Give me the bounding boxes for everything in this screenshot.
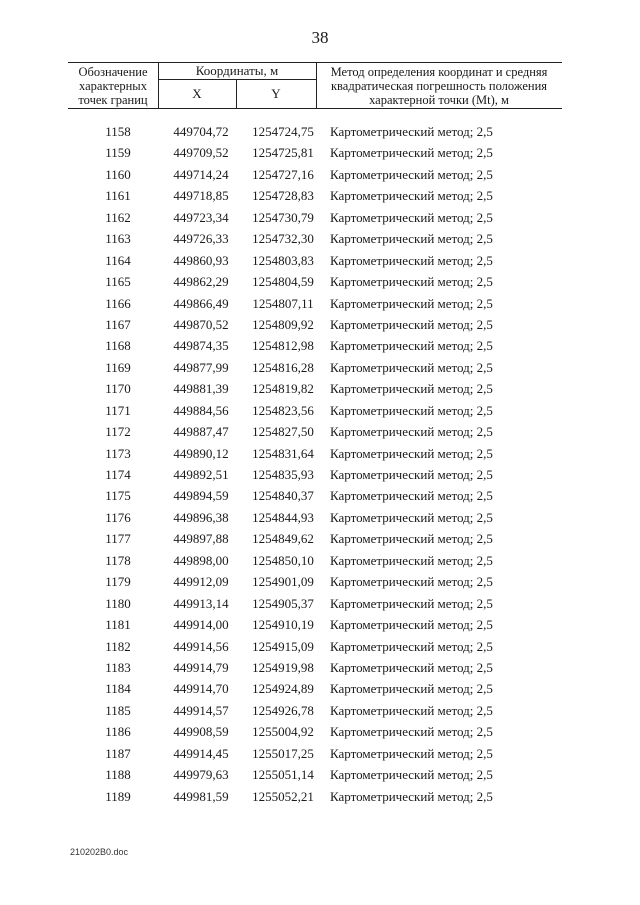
- x-coordinate: 449881,39: [173, 381, 229, 397]
- y-coordinate: 1255052,21: [252, 788, 314, 804]
- x-coordinate: 449704,72: [173, 124, 229, 139]
- point-number: 1175: [105, 488, 131, 504]
- point-number: 1163: [105, 231, 131, 247]
- y-coordinate: 1254849,62: [252, 531, 314, 547]
- point-number: 1168: [105, 338, 131, 354]
- table-row: [68, 764, 562, 785]
- table-row: [68, 786, 562, 807]
- x-coordinate: 449709,52: [173, 145, 229, 161]
- point-number: 1162: [105, 209, 131, 225]
- x-coordinate: 449890,12: [173, 445, 229, 461]
- point-number: 1180: [105, 595, 131, 611]
- table-row: [68, 678, 562, 699]
- point-number: 1171: [105, 402, 131, 418]
- method-text: Картометрический метод; 2,5: [330, 124, 493, 139]
- x-coordinate: 449726,33: [173, 231, 229, 247]
- y-coordinate: 1255004,92: [252, 724, 314, 740]
- table-header: [68, 62, 562, 108]
- point-number: 1166: [105, 295, 131, 311]
- y-coordinate: 1254823,56: [252, 402, 314, 418]
- method-text: Картометрический метод; 2,5: [330, 316, 493, 332]
- table-row: [68, 464, 562, 485]
- y-coordinate: 1254924,89: [252, 681, 314, 697]
- x-coordinate: 449898,00: [173, 552, 229, 568]
- y-coordinate: 1254905,37: [252, 595, 314, 611]
- method-text: Картометрический метод; 2,5: [330, 767, 493, 783]
- x-coordinate: 449979,63: [173, 767, 229, 783]
- table-row: [68, 636, 562, 657]
- method-text: Картометрический метод; 2,5: [330, 681, 493, 697]
- point-number: 1179: [105, 574, 131, 590]
- header-y: Y: [271, 86, 281, 101]
- header-x: X: [192, 86, 202, 101]
- x-coordinate: 449896,38: [173, 509, 229, 525]
- point-number: 1174: [105, 467, 131, 482]
- table-row: [68, 485, 562, 506]
- point-number: 1185: [105, 702, 131, 718]
- x-coordinate: 449913,14: [173, 595, 229, 611]
- y-coordinate: 1254816,28: [252, 359, 314, 375]
- table-row: [68, 550, 562, 571]
- table-row: [68, 528, 562, 549]
- x-coordinate: 449862,29: [173, 274, 229, 290]
- x-coordinate: 449714,24: [173, 166, 229, 182]
- table-row: [68, 121, 562, 142]
- point-number: 1187: [105, 745, 131, 761]
- y-coordinate: 1254804,59: [252, 274, 314, 290]
- method-text: Картометрический метод; 2,5: [330, 617, 493, 633]
- y-coordinate: 1254915,09: [252, 638, 314, 654]
- point-number: 1158: [105, 124, 131, 139]
- point-number: 1184: [105, 681, 131, 697]
- point-number: 1172: [105, 424, 131, 440]
- point-number: 1178: [105, 552, 131, 568]
- table-row: [68, 357, 562, 378]
- y-coordinate: 1254840,37: [252, 488, 314, 504]
- method-text: Картометрический метод; 2,5: [330, 402, 493, 418]
- x-coordinate: 449718,85: [173, 188, 229, 204]
- method-text: Картометрический метод; 2,5: [330, 724, 493, 740]
- y-coordinate: 1254730,79: [252, 209, 314, 225]
- y-coordinate: 1254926,78: [252, 702, 314, 718]
- x-coordinate: 449914,56: [173, 638, 229, 654]
- header-coordinates: Координаты, м: [195, 63, 279, 78]
- y-coordinate: 1254809,92: [252, 316, 314, 332]
- file-name-footer: 210202B0.doc: [70, 847, 129, 857]
- y-coordinate: 1254831,64: [252, 445, 314, 461]
- y-coordinate: 1254844,93: [252, 509, 314, 525]
- table-row: [68, 700, 562, 721]
- x-coordinate: 449914,57: [173, 702, 229, 718]
- method-text: Картометрический метод; 2,5: [330, 145, 493, 161]
- header-bottom-rule: [68, 108, 562, 109]
- point-number: 1177: [105, 531, 131, 547]
- method-text: Картометрический метод; 2,5: [330, 595, 493, 611]
- x-coordinate: 449981,59: [173, 788, 229, 804]
- y-coordinate: 1254835,93: [252, 467, 314, 482]
- method-text: Картометрический метод; 2,5: [330, 188, 493, 204]
- method-text: Картометрический метод; 2,5: [330, 509, 493, 525]
- table-row: [68, 207, 562, 228]
- method-text: Картометрический метод; 2,5: [330, 424, 493, 440]
- point-number: 1160: [105, 166, 131, 182]
- y-coordinate: 1255051,14: [252, 767, 314, 783]
- y-coordinate: 1254910,19: [252, 617, 314, 633]
- y-coordinate: 1254812,98: [252, 338, 314, 354]
- method-text: Картометрический метод; 2,5: [330, 381, 493, 397]
- x-coordinate: 449884,56: [173, 402, 229, 418]
- table-row: [68, 271, 562, 292]
- method-text: Картометрический метод; 2,5: [330, 209, 493, 225]
- header-method: Метод определения координат и средняя квадратическая погрешность положения характерной точки (Мt), м: [330, 65, 548, 107]
- coordinates-table: [68, 121, 562, 807]
- y-coordinate: 1254725,81: [252, 145, 314, 161]
- table-row: [68, 228, 562, 249]
- x-coordinate: 449894,59: [173, 488, 229, 504]
- table-row: [68, 378, 562, 399]
- table-row: [68, 293, 562, 314]
- point-number: 1165: [105, 274, 131, 290]
- y-coordinate: 1254827,50: [252, 424, 314, 440]
- y-coordinate: 1254732,30: [252, 231, 314, 247]
- y-coordinate: 1254807,11: [252, 295, 314, 311]
- y-coordinate: 1254819,82: [252, 381, 314, 397]
- x-coordinate: 449723,34: [173, 209, 229, 225]
- method-text: Картометрический метод; 2,5: [330, 445, 493, 461]
- point-number: 1167: [105, 316, 131, 332]
- method-text: Картометрический метод; 2,5: [330, 702, 493, 718]
- point-number: 1186: [105, 724, 131, 740]
- method-text: Картометрический метод; 2,5: [330, 166, 493, 182]
- header-top-rule: [68, 62, 562, 63]
- table-row: [68, 314, 562, 335]
- point-number: 1188: [105, 767, 131, 783]
- table-row: [68, 614, 562, 635]
- table-row: [68, 142, 562, 163]
- method-text: Картометрический метод; 2,5: [330, 488, 493, 504]
- table-row: [68, 400, 562, 421]
- point-number: 1161: [105, 188, 131, 204]
- point-number: 1173: [105, 445, 131, 461]
- page-number: 38: [311, 28, 329, 47]
- method-text: Картометрический метод; 2,5: [330, 788, 493, 804]
- x-coordinate: 449897,88: [173, 531, 229, 547]
- table-row: [68, 421, 562, 442]
- point-number: 1181: [105, 617, 131, 633]
- method-text: Картометрический метод; 2,5: [330, 745, 493, 761]
- method-text: Картометрический метод; 2,5: [330, 252, 493, 268]
- method-text: Картометрический метод; 2,5: [330, 638, 493, 654]
- table-row: [68, 164, 562, 185]
- method-text: Картометрический метод; 2,5: [330, 531, 493, 547]
- table-row: [68, 593, 562, 614]
- x-coordinate: 449892,51: [173, 467, 229, 482]
- method-text: Картометрический метод; 2,5: [330, 574, 493, 590]
- table-row: [68, 571, 562, 592]
- x-coordinate: 449874,35: [173, 338, 229, 354]
- y-coordinate: 1254850,10: [252, 552, 314, 568]
- table-row: [68, 185, 562, 206]
- table-row: [68, 743, 562, 764]
- x-coordinate: 449914,45: [173, 745, 229, 761]
- point-number: 1164: [105, 252, 131, 268]
- method-text: Картометрический метод; 2,5: [330, 467, 493, 482]
- table-row: [68, 721, 562, 742]
- point-number: 1159: [105, 145, 131, 161]
- point-number: 1169: [105, 359, 131, 375]
- point-number: 1183: [105, 659, 131, 675]
- y-coordinate: 1255017,25: [252, 745, 314, 761]
- method-text: Картометрический метод; 2,5: [330, 338, 493, 354]
- y-coordinate: 1254919,98: [252, 659, 314, 675]
- x-coordinate: 449866,49: [173, 295, 229, 311]
- y-coordinate: 1254728,83: [252, 188, 314, 204]
- method-text: Картометрический метод; 2,5: [330, 552, 493, 568]
- x-coordinate: 449860,93: [173, 252, 229, 268]
- x-coordinate: 449914,00: [173, 617, 229, 633]
- method-text: Картометрический метод; 2,5: [330, 359, 493, 375]
- point-number: 1189: [105, 788, 131, 804]
- y-coordinate: 1254803,83: [252, 252, 314, 268]
- table-row: [68, 335, 562, 356]
- y-coordinate: 1254901,09: [252, 574, 314, 590]
- x-coordinate: 449870,52: [173, 316, 229, 332]
- table-row: [68, 250, 562, 271]
- x-coordinate: 449908,59: [173, 724, 229, 740]
- y-coordinate: 1254724,75: [252, 124, 314, 139]
- table-row: [68, 657, 562, 678]
- x-coordinate: 449877,99: [173, 359, 229, 375]
- method-text: Картометрический метод; 2,5: [330, 659, 493, 675]
- point-number: 1170: [105, 381, 131, 397]
- table-row: [68, 507, 562, 528]
- coordinates-underline: [158, 79, 316, 80]
- table-row: [68, 443, 562, 464]
- method-text: Картометрический метод; 2,5: [330, 295, 493, 311]
- method-text: Картометрический метод; 2,5: [330, 231, 493, 247]
- x-coordinate: 449914,79: [173, 659, 229, 675]
- header-designation: Обозначение характерных точек границ: [78, 65, 148, 107]
- method-text: Картометрический метод; 2,5: [330, 274, 493, 290]
- point-number: 1176: [105, 509, 131, 525]
- point-number: 1182: [105, 638, 131, 654]
- x-coordinate: 449912,09: [173, 574, 229, 590]
- x-coordinate: 449914,70: [173, 681, 229, 697]
- x-coordinate: 449887,47: [173, 424, 229, 440]
- y-coordinate: 1254727,16: [252, 166, 314, 182]
